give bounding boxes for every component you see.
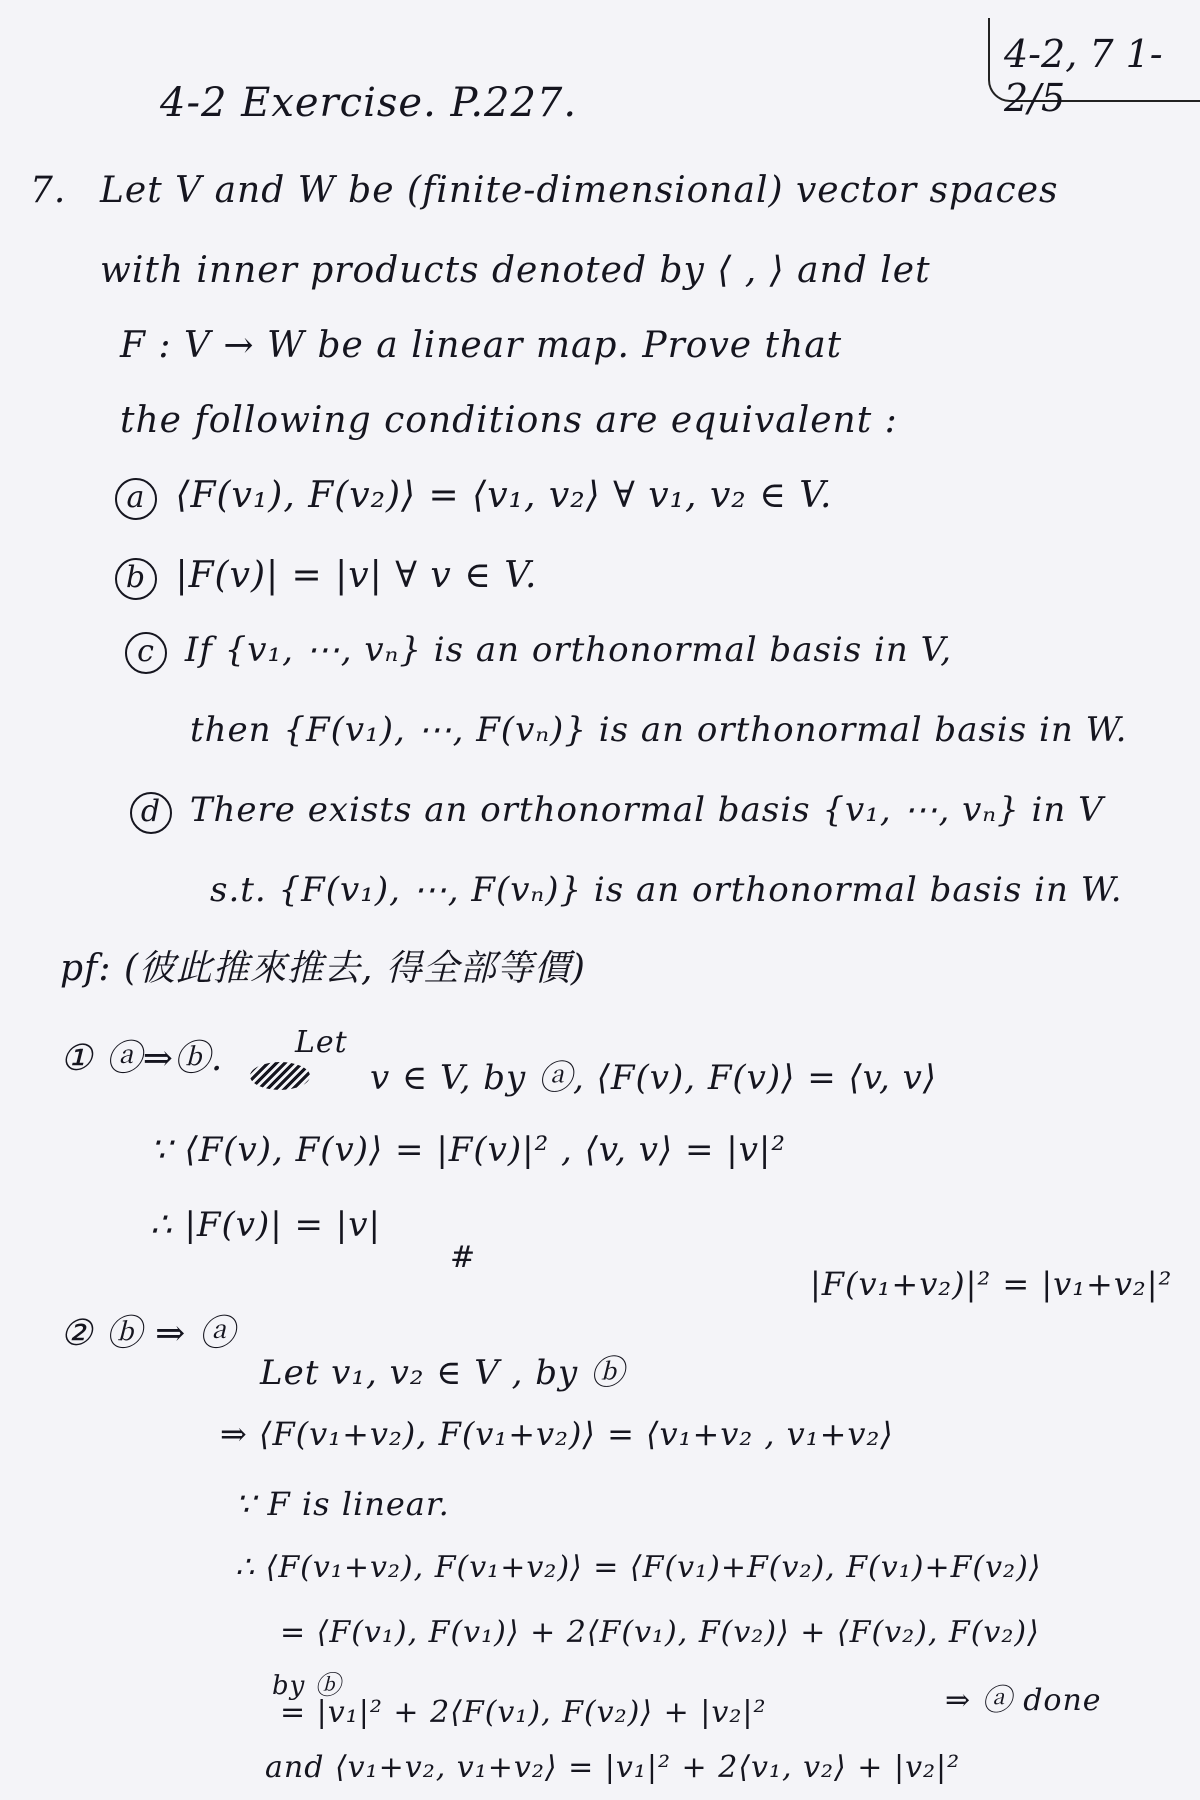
step1-line-2: ∵ ⟨F(v), F(v)⟩ = |F(v)|² , ⟨v, v⟩ = |v|² — [150, 1130, 787, 1170]
condition-b-text: |F(v)| = |v| ∀ v ∈ V. — [175, 555, 538, 596]
step2-line-7: and ⟨v₁+v₂, v₁+v₂⟩ = |v₁|² + 2⟨v₁, v₂⟩ + |v₂|² — [265, 1750, 961, 1785]
corner-reference: 4-2, 7 1-2/5 — [1004, 32, 1163, 120]
condition-c-text-1: If {v₁, ⋯, vₙ} is an orthonormal basis in V, — [184, 630, 953, 670]
step1-line-3: ∴ |F(v)| = |v| — [150, 1205, 381, 1245]
condition-c-label: c — [125, 632, 167, 674]
page-title: 4-2 Exercise. P.227. — [160, 80, 578, 126]
condition-a-text: ⟨F(v₁), F(v₂)⟩ = ⟨v₁, v₂⟩ ∀ v₁, v₂ ∈ V. — [175, 475, 833, 516]
condition-d — [130, 790, 1104, 834]
condition-a — [115, 475, 832, 520]
condition-d-text-2: s.t. {F(v₁), ⋯, F(vₙ)} is an orthonormal basis in W. — [210, 870, 1123, 910]
proof-intro: pf: (彼此推來推去, 得全部等價) — [60, 948, 586, 989]
condition-c-text-2: then {F(v₁), ⋯, F(vₙ)} is an orthonormal basis in W. — [190, 710, 1128, 750]
problem-line-1: Let V and W be (finite-dimensional) vector spaces — [100, 170, 1059, 211]
step2-by-b: by ⓑ — [272, 1671, 342, 1701]
step2-heading: ② ⓑ ⇒ ⓐ — [60, 1313, 236, 1354]
step2-line-2: ⇒ ⟨F(v₁+v₂), F(v₁+v₂)⟩ = ⟨v₁+v₂ , v₁+v₂⟩ — [220, 1415, 894, 1453]
step2-line-6: = |v₁|² + 2⟨F(v₁), F(v₂)⟩ + |v₂|² — [280, 1695, 767, 1730]
step1-end-mark: # — [450, 1240, 477, 1275]
step2-line-3: ∵ F is linear. — [235, 1485, 450, 1523]
step2-side-note: |F(v₁+v₂)|² = |v₁+v₂|² — [810, 1265, 1173, 1303]
scribble-mark — [250, 1062, 310, 1090]
problem-number: 7. — [30, 170, 67, 211]
step2-line-4: ∴ ⟨F(v₁+v₂), F(v₁+v₂)⟩ = ⟨F(v₁)+F(v₂), F(v₁)+F(v₂)⟩ — [235, 1550, 1042, 1585]
step2-line-5: = ⟨F(v₁), F(v₁)⟩ + 2⟨F(v₁), F(v₂)⟩ + ⟨F(v₂), F(v₂)⟩ — [280, 1615, 1040, 1650]
step2-done: ⇒ ⓐ done — [945, 1683, 1102, 1718]
condition-a-label: a — [115, 478, 157, 520]
condition-b-label: b — [115, 558, 157, 600]
step1-line-1: v ∈ V, by ⓐ, ⟨F(v), F(v)⟩ = ⟨v, v⟩ — [370, 1058, 938, 1098]
corner-reference-box — [988, 18, 1200, 120]
condition-b — [115, 555, 537, 600]
step1-let: Let — [295, 1025, 348, 1060]
problem-line-4: the following conditions are equivalent : — [120, 400, 898, 441]
problem-line-2: with inner products denoted by ⟨ , ⟩ and let — [100, 250, 931, 291]
condition-d-text-1: There exists an orthonormal basis {v₁, ⋯, vₙ} in V — [189, 790, 1104, 830]
problem-line-3: F : V → W be a linear map. Prove that — [120, 325, 843, 366]
step2-line-1: Let v₁, v₂ ∈ V , by ⓑ — [260, 1353, 626, 1393]
condition-d-label: d — [130, 792, 172, 834]
step1-heading: ① ⓐ⇒ⓑ. — [60, 1038, 224, 1079]
condition-c — [125, 630, 952, 674]
